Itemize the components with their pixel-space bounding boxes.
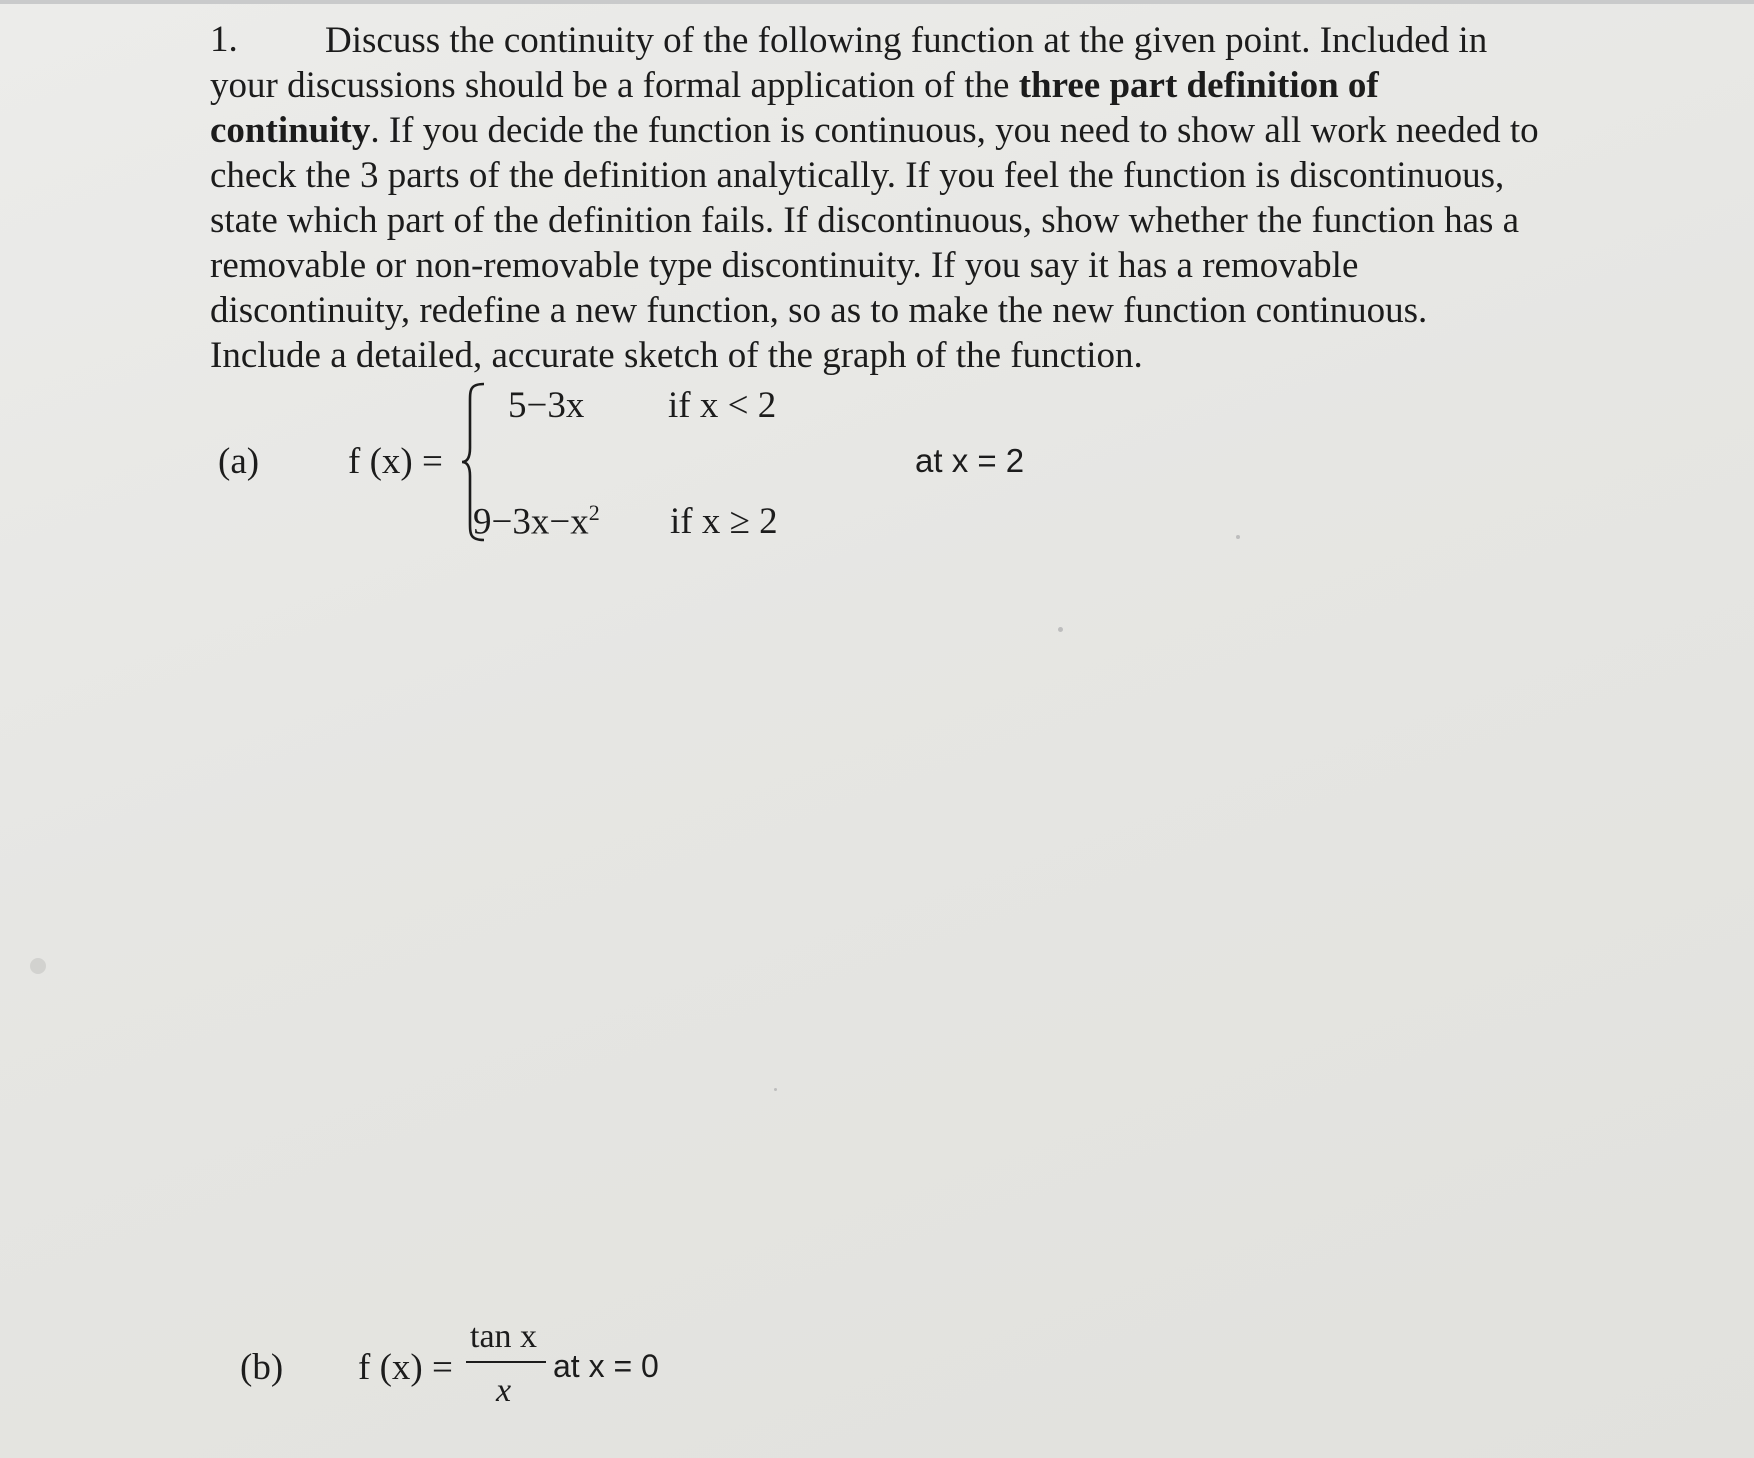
statement-emphasis-2: continuity <box>210 110 371 151</box>
part-a-point: at x = 2 <box>915 442 1025 479</box>
part-a-case2-expression <box>473 500 600 543</box>
statement-line-4: check the 3 parts of the definition analytically. If you feel the function is discontinuous, <box>210 155 1505 196</box>
part-b-label: (b) <box>240 1347 284 1388</box>
part-a-case1-condition: if x < 2 <box>668 385 777 426</box>
paper-speck <box>30 958 46 974</box>
statement-line-5: state which part of the definition fails. If discontinuous, show whether the function has a <box>210 200 1520 241</box>
part-a-case2-condition: if x ≥ 2 <box>670 501 778 542</box>
part-b-function-lhs: f (x) = <box>358 1347 453 1388</box>
paper-speck <box>1058 627 1063 632</box>
part-b-numerator: tan x <box>470 1318 538 1355</box>
part-a-case2-terms: 9−3x−x <box>473 501 589 543</box>
part-b-fraction-bar <box>466 1361 546 1363</box>
statement-emphasis-1: three part definition of <box>1018 65 1379 106</box>
part-a-function-lhs: f (x) = <box>348 441 443 482</box>
part-b-point: at x = 0 <box>553 1348 659 1384</box>
part-a-label: (a) <box>218 441 260 482</box>
page-top-edge <box>0 0 1754 4</box>
paper-speck <box>1236 535 1240 539</box>
statement-line-1: Discuss the continuity of the following function at the given point. Included in <box>325 20 1488 61</box>
part-b-denominator: x <box>496 1372 512 1409</box>
statement-line-2 <box>210 63 1610 108</box>
paper-speck <box>774 1088 777 1091</box>
statement-line-7: discontinuity, redefine a new function, so as to make the new function continuous. <box>210 290 1428 331</box>
statement-line-6: removable or non-removable type discontinuity. If you say it has a removable <box>210 245 1359 286</box>
part-a-case2-exponent: 2 <box>588 500 600 525</box>
statement-line-2-text: your discussions should be a formal application of the <box>210 65 1019 106</box>
statement-line-3-text: . If you decide the function is continuous, you need to show all work needed to <box>370 110 1539 151</box>
statement-line-3 <box>210 108 1610 153</box>
part-a-case1-expression: 5−3x <box>508 385 585 426</box>
problem-statement <box>210 18 1610 378</box>
problem-number: 1. <box>210 19 238 60</box>
statement-line-8: Include a detailed, accurate sketch of the graph of the function. <box>210 335 1143 376</box>
